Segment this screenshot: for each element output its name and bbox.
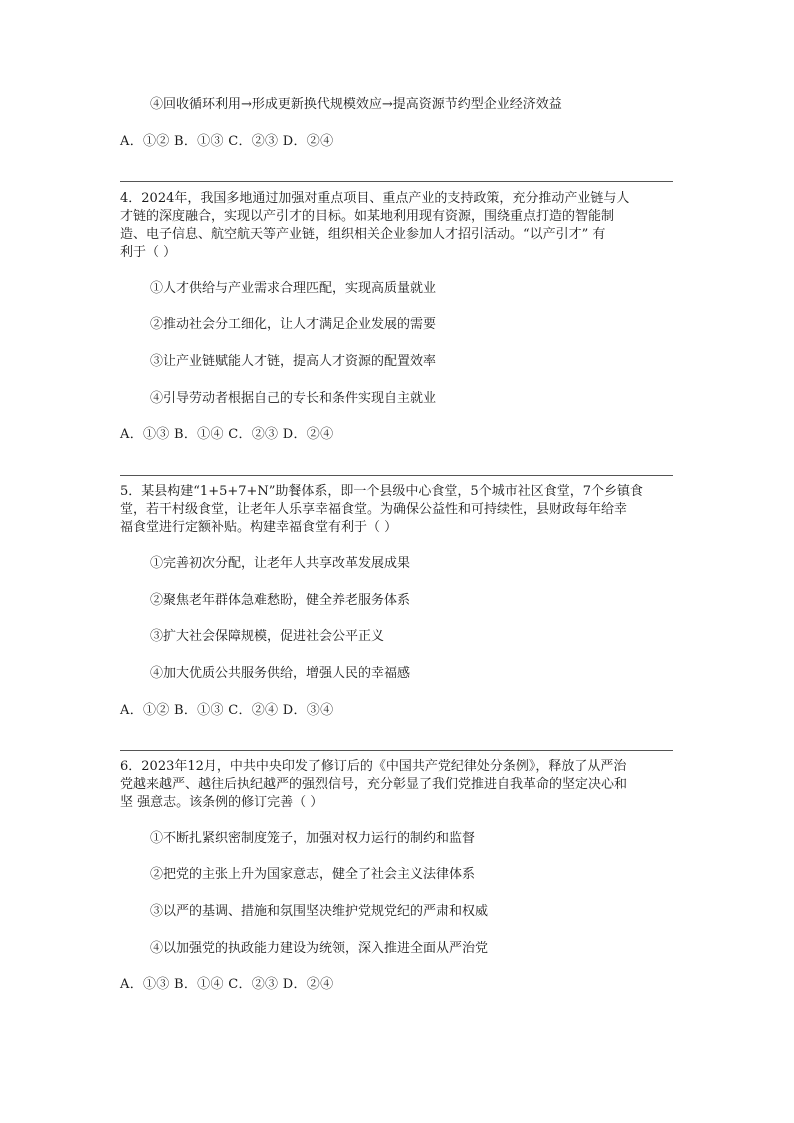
separator-rule bbox=[120, 750, 673, 751]
q5-option-2: ②聚焦老年群体急难愁盼，健全养老服务体系 bbox=[150, 593, 411, 608]
separator-rule bbox=[120, 475, 673, 476]
q5-option-4: ④加大优质公共服务供给，增强人民的幸福感 bbox=[150, 666, 411, 681]
q4-option-1: ①人才供给与产业需求合理匹配，实现高质量就业 bbox=[150, 281, 437, 296]
q4-stem-line-2: 才链的深度融合，实现以产引才的目标。如某地利用现有资源，围绕重点打造的智能制 bbox=[120, 209, 615, 224]
q6-option-1: ①不断扎紧织密制度笼子，加强对权力运行的制约和监督 bbox=[150, 831, 476, 846]
q5-stem-line-1: 5．某县构建“1+5+7+N”助餐体系，即一个县级中心食堂，5个城市社区食堂，7个乡镇食 bbox=[120, 484, 643, 499]
q3-answer-choices: A．①② B．①③ C．②③ D．②④ bbox=[120, 134, 334, 149]
q6-stem-line-3: 坚 强意志。该条例的修订完善（ ） bbox=[120, 795, 324, 810]
q4-stem-line-4: 利于（ ） bbox=[120, 245, 177, 260]
q5-stem-line-2: 堂，若干村级食堂，让老年人乐享幸福食堂。为确保公益性和可持续性，县财政每年给幸 bbox=[120, 502, 628, 517]
q4-answer-choices: A．①③ B．①④ C．②③ D．②④ bbox=[120, 427, 334, 442]
q6-option-2: ②把党的主张上升为国家意志，健全了社会主义法律体系 bbox=[150, 867, 476, 882]
q4-option-2: ②推动社会分工细化，让人才满足企业发展的需要 bbox=[150, 317, 437, 332]
separator-rule bbox=[120, 181, 673, 182]
q5-stem-line-3: 福食堂进行定额补贴。构建幸福食堂有利于（ ） bbox=[120, 520, 398, 535]
q4-option-3: ③让产业链赋能人才链，提高人才资源的配置效率 bbox=[150, 354, 437, 369]
q6-answer-choices: A．①③ B．①④ C．②③ D．②④ bbox=[120, 977, 334, 992]
q5-option-3: ③扩大社会保障规模，促进社会公平正义 bbox=[150, 629, 385, 644]
q4-stem-line-1: 4．2024年，我国多地通过加强对重点项目、重点产业的支持政策，充分推动产业链与人 bbox=[120, 191, 630, 206]
q6-option-4: ④以加强党的执政能力建设为统领，深入推进全面从严治党 bbox=[150, 941, 489, 956]
q3-option-4: ④回收循环利用→形成更新换代规模效应→提高资源节约型企业经济效益 bbox=[150, 97, 562, 112]
q6-stem-line-2: 党越来越严、越往后执纪越严的强烈信号，充分彰显了我们党推进自我革命的坚定决心和 bbox=[120, 777, 628, 792]
q5-answer-choices: A．①② B．①③ C．②④ D．③④ bbox=[120, 703, 334, 718]
q4-option-4: ④引导劳动者根据自己的专长和条件实现自主就业 bbox=[150, 391, 437, 406]
q4-stem-line-3: 造、电子信息、航空航天等产业链，组织相关企业参加人才招引活动。“以产引才” 有 bbox=[120, 227, 606, 242]
q5-option-1: ①完善初次分配，让老年人共享改革发展成果 bbox=[150, 556, 411, 571]
q6-stem-line-1: 6．2023年12月，中共中央印发了修订后的《中国共产党纪律处分条例》，释放了从严治 bbox=[120, 759, 627, 774]
q6-option-3: ③以严的基调、措施和氛围坚决维护党规党纪的严肃和权威 bbox=[150, 904, 489, 919]
